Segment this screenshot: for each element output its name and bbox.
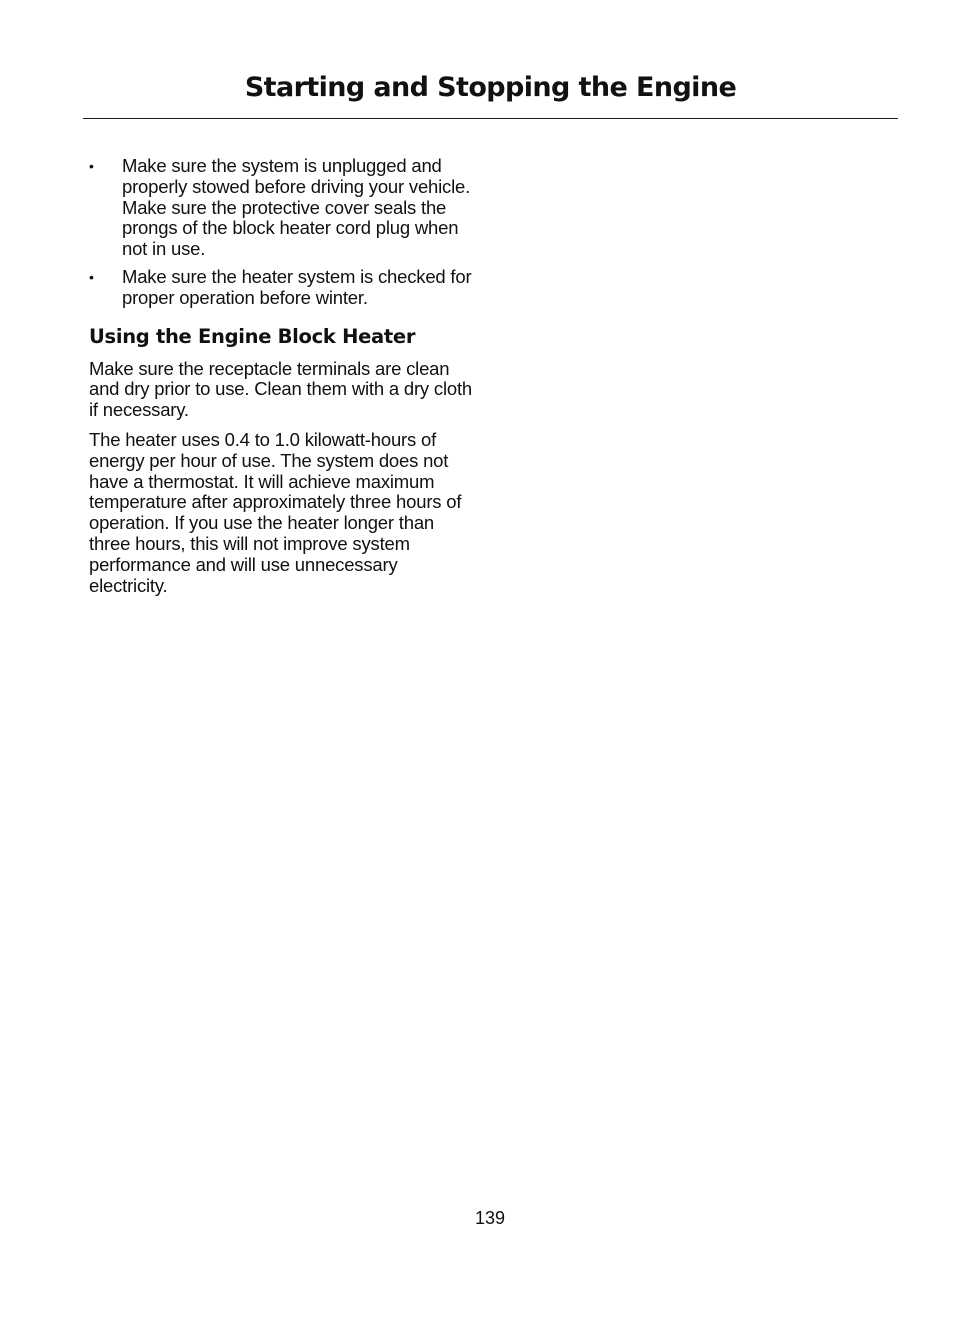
bullet-list [89, 156, 474, 309]
bullet-text: Make sure the system is unplugged and properly stowed before driving your vehicle. Make sure the protective cover seals the prongs of the block heater cord plug when not in use. [122, 155, 471, 260]
paragraph: Make sure the receptacle terminals are clean and dry prior to use. Clean them with a dry cloth if necessary. [89, 357, 472, 421]
list-item [89, 267, 474, 309]
page-title: Starting and Stopping the Engine [244, 72, 737, 103]
content-column [89, 156, 474, 605]
page-number: 139 [474, 1208, 506, 1228]
page-header [83, 68, 898, 119]
paragraph: The heater uses 0.4 to 1.0 kilowatt-hours of energy per hour of use. The system does not have a thermostat. It will achieve maximum temperature after approximately three hours of operation. If you use the heater longer than three hours, this will not improve system performance and will use unnecessary electricity. [89, 428, 462, 596]
section-heading: Using the Engine Block Heater [89, 324, 416, 348]
list-item [89, 156, 474, 260]
bullet-icon: • [89, 158, 94, 174]
bullet-icon: • [89, 268, 94, 285]
bullet-text: Make sure the heater system is checked for proper operation before winter. [122, 265, 472, 308]
